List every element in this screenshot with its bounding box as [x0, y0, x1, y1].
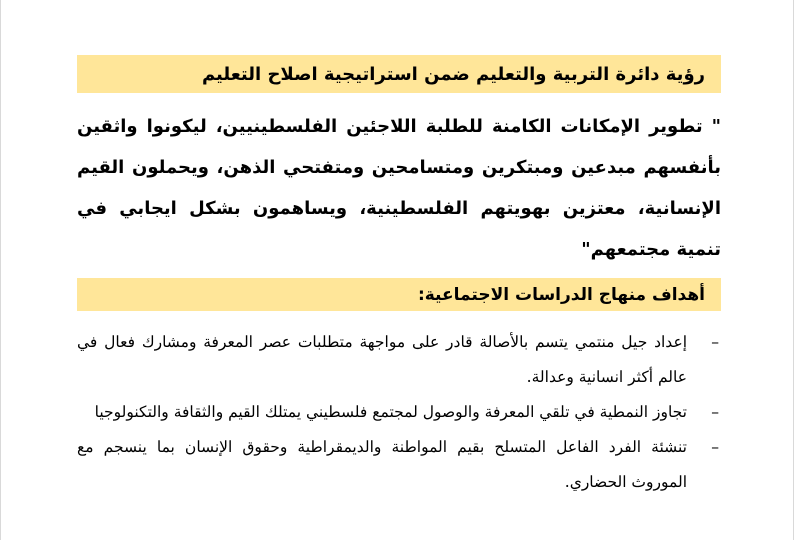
goal-text: تجاوز النمطية في تلقي المعرفة والوصول لمجتمع فلسطيني يمتلك القيم والثقافة والتكنولوجيا: [94, 403, 687, 421]
goal-text: إعداد جيل منتمي يتسم بالأصالة قادر على مواجهة متطلبات عصر المعرفة ومشارك فعال في عالم أكثر انسانية وعدالة.: [77, 333, 687, 386]
list-item: [77, 395, 721, 430]
list-item: [77, 430, 721, 500]
goals-heading-text: أهداف منهاج الدراسات الاجتماعية:: [417, 284, 705, 305]
list-item: [77, 325, 721, 395]
goal-text: تنشئة الفرد الفاعل المتسلح بقيم المواطنة والديمقراطية وحقوق الإنسان بما ينسجم مع الموروث الحضاري.: [77, 438, 687, 491]
vision-heading: [77, 55, 721, 93]
vision-heading-text: رؤية دائرة التربية والتعليم ضمن استراتيجية اصلاح التعليم: [201, 63, 705, 85]
goals-heading: [77, 278, 721, 311]
goals-list: [77, 325, 721, 500]
vision-statement: " تطوير الإمكانات الكامنة للطلبة اللاجئين الفلسطينيين، ليكونوا واثقين بأنفسهم مبدعين ومبتكرين ومتسامحين ومتفتحي الذهن، ويحملون القيم الإنسانية، معتزين بهويتهم الفلسطينية، ويساهمون بشكل ايجابي في تنمية مجتمعهم": [77, 116, 721, 260]
dash-bullet: –: [711, 333, 719, 351]
dash-bullet: –: [711, 438, 719, 456]
dash-bullet: –: [711, 403, 719, 421]
